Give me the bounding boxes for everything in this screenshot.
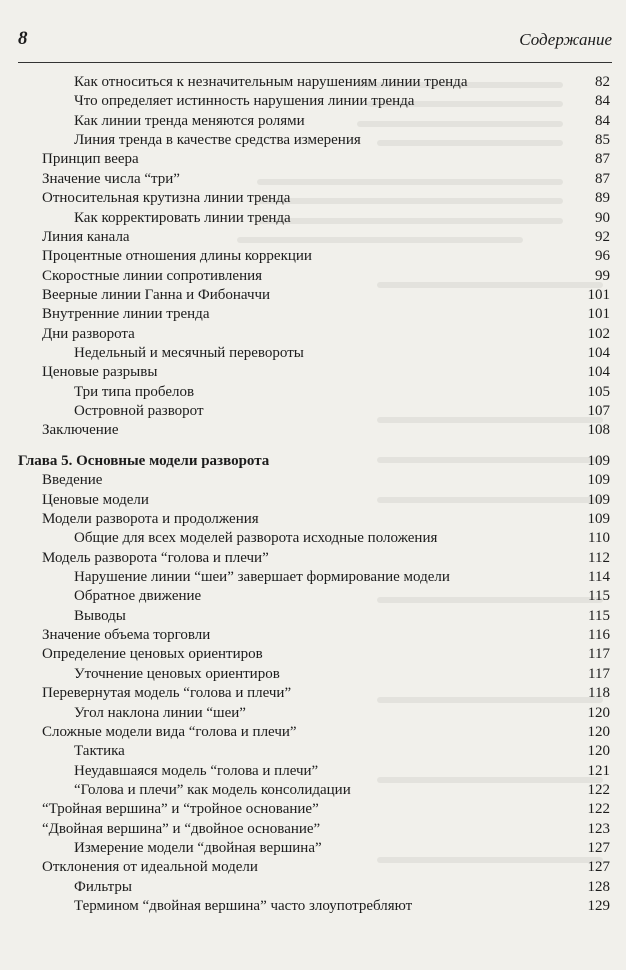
toc-entry-title: Отклонения от идеальной модели: [42, 859, 258, 876]
toc-entry-title: Относительная крутизна линии тренда: [42, 190, 291, 207]
toc-entry-title: Недельный и месячный перевороты: [74, 345, 304, 362]
toc-entry-page: 112: [588, 549, 610, 566]
toc-chapter-heading[interactable]: [18, 452, 614, 471]
toc-entry[interactable]: [18, 626, 614, 645]
toc-entry-page: 104: [587, 345, 610, 362]
toc-entry-title: Веерные линии Ганна и Фибоначчи: [42, 286, 271, 303]
toc-entry[interactable]: [18, 820, 614, 839]
toc-entry-title: Линия тренда в качестве средства измерения: [74, 132, 361, 149]
toc-entry[interactable]: [18, 112, 614, 131]
toc-entry[interactable]: [18, 131, 614, 150]
toc-entry-page: 99: [595, 267, 610, 284]
toc-entry-page: 120: [587, 704, 610, 721]
toc-entry-title: Угол наклона линии “шеи”: [74, 704, 246, 721]
toc-entry-page: 109: [587, 491, 610, 508]
toc-entry[interactable]: [18, 383, 614, 402]
toc-entry-page: 105: [587, 383, 610, 400]
toc-entry-title: Как корректировать линии тренда: [74, 209, 291, 226]
toc-entry-title: Термином “двойная вершина” часто злоупотребляют: [74, 898, 413, 915]
toc-entry[interactable]: [18, 491, 614, 510]
toc-entry[interactable]: [18, 92, 614, 111]
toc-entry-title: Сложные модели вида “голова и плечи”: [42, 723, 297, 740]
toc-entry[interactable]: [18, 800, 614, 819]
toc-entry[interactable]: [18, 897, 614, 916]
toc-entry-title: Значение объема торговли: [42, 627, 211, 644]
table-of-contents: [18, 73, 614, 916]
section-title: Содержание: [519, 30, 612, 49]
toc-entry[interactable]: [18, 742, 614, 761]
toc-entry[interactable]: [18, 549, 614, 568]
toc-entry[interactable]: [18, 325, 614, 344]
toc-entry[interactable]: [18, 267, 614, 286]
toc-entry[interactable]: [18, 781, 614, 800]
toc-entry-title: Ценовые модели: [42, 491, 149, 508]
toc-entry[interactable]: [18, 344, 614, 363]
chapter-title: Глава 5. Основные модели разворота: [18, 452, 270, 469]
toc-entry[interactable]: [18, 704, 614, 723]
header-rule: [18, 62, 612, 63]
toc-entry-title: Как относиться к незначительным нарушениям линии тренда: [74, 74, 468, 90]
toc-entry-page: 114: [588, 568, 610, 585]
toc-entry[interactable]: [18, 529, 614, 548]
chapter-spacer: [18, 441, 614, 452]
toc-entry-page: 129: [587, 898, 610, 915]
toc-entry-page: 107: [587, 403, 610, 420]
toc-entry-title: Определение ценовых ориентиров: [42, 646, 263, 663]
toc-entry-page: 120: [587, 723, 610, 740]
toc-entry-title: Общие для всех моделей разворота исходные положения: [74, 530, 438, 547]
toc-entry-page: 101: [587, 306, 610, 323]
toc-entry-title: Процентные отношения длины коррекции: [42, 248, 312, 265]
toc-entry[interactable]: [18, 839, 614, 858]
toc-entry-page: 117: [588, 646, 610, 663]
toc-entry-title: Заключение: [42, 422, 119, 439]
toc-entry[interactable]: [18, 645, 614, 664]
toc-entry-page: 92: [595, 228, 610, 245]
toc-entry-title: Внутренние линии тренда: [42, 306, 210, 323]
toc-entry[interactable]: [18, 209, 614, 228]
toc-entry[interactable]: [18, 305, 614, 324]
toc-entry-page: 122: [587, 801, 610, 818]
toc-entry-page: 90: [595, 209, 610, 226]
toc-entry-page: 127: [587, 840, 610, 857]
toc-entry-page: 128: [587, 878, 610, 895]
toc-entry-page: 121: [587, 762, 610, 779]
toc-entry-title: Уточнение ценовых ориентиров: [74, 665, 280, 682]
toc-entry-page: 109: [587, 472, 610, 489]
toc-entry[interactable]: [18, 286, 614, 305]
toc-entry-title: Модель разворота “голова и плечи”: [42, 549, 269, 566]
toc-entry[interactable]: [18, 510, 614, 529]
toc-entry[interactable]: [18, 73, 614, 92]
toc-entry-title: Обратное движение: [74, 588, 202, 605]
toc-entry[interactable]: [18, 568, 614, 587]
toc-entry[interactable]: [18, 607, 614, 626]
toc-entry-title: Измерение модели “двойная вершина”: [74, 840, 322, 857]
toc-entry-title: “Двойная вершина” и “двойное основание”: [42, 820, 321, 837]
toc-entry-page: 117: [588, 665, 610, 682]
toc-entry-title: Три типа пробелов: [74, 383, 195, 400]
toc-entry[interactable]: [18, 762, 614, 781]
toc-entry-title: “Тройная вершина” и “тройное основание”: [42, 801, 319, 818]
toc-entry-page: 109: [587, 510, 610, 527]
toc-entry-page: 122: [587, 781, 610, 798]
toc-entry-title: Линия канала: [42, 228, 130, 245]
toc-entry[interactable]: [18, 150, 614, 169]
toc-entry[interactable]: [18, 247, 614, 266]
toc-entry-page: 108: [587, 422, 610, 439]
toc-entry-page: 96: [595, 248, 610, 265]
toc-entry-title: Островной разворот: [74, 403, 204, 420]
toc-entry-title: Перевернутая модель “голова и плечи”: [42, 685, 292, 702]
toc-entry-page: 87: [595, 170, 610, 187]
toc-entry-page: 101: [587, 286, 610, 303]
toc-entry-page: 104: [587, 364, 610, 381]
toc-entry-title: Модели разворота и продолжения: [42, 510, 259, 527]
toc-entry-page: 102: [587, 325, 610, 342]
toc-entry-title: Значение числа “три”: [42, 170, 180, 187]
toc-entry[interactable]: [18, 858, 614, 877]
toc-entry[interactable]: [18, 402, 614, 421]
toc-entry-page: 118: [588, 685, 610, 702]
toc-entry-page: 87: [595, 151, 610, 168]
toc-entry-page: 84: [595, 93, 610, 110]
toc-entry-page: 84: [595, 112, 610, 129]
toc-entry-title: Как линии тренда меняются ролями: [74, 112, 305, 129]
toc-entry-title: Выводы: [74, 607, 126, 624]
toc-entry-title: Дни разворота: [42, 325, 135, 342]
toc-entry[interactable]: [18, 363, 614, 382]
toc-entry-page: 85: [595, 132, 610, 149]
toc-entry-page: 115: [588, 607, 610, 624]
toc-entry[interactable]: [18, 878, 614, 897]
toc-entry[interactable]: [18, 587, 614, 606]
toc-entry-title: Фильтры: [74, 878, 132, 895]
toc-entry[interactable]: [18, 684, 614, 703]
toc-entry-page: 82: [595, 74, 610, 90]
page-header: [18, 28, 612, 58]
toc-entry-title: Скоростные линии сопротивления: [42, 267, 263, 284]
toc-entry-title: “Голова и плечи” как модель консолидации: [74, 781, 351, 798]
toc-entry-page: 115: [588, 588, 610, 605]
chapter-page: 109: [587, 452, 610, 469]
toc-entry-page: 110: [588, 530, 610, 547]
toc-entry-title: Ценовые разрывы: [42, 364, 158, 381]
page-number: 8: [18, 28, 28, 49]
toc-entry[interactable]: [18, 170, 614, 189]
toc-entry[interactable]: [18, 189, 614, 208]
toc-entry-title: Нарушение линии “шеи” завершает формирование модели: [74, 568, 450, 585]
toc-entry-page: 120: [587, 743, 610, 760]
toc-entry-title: Неудавшаяся модель “голова и плечи”: [74, 762, 319, 779]
toc-entry-title: Тактика: [74, 743, 125, 760]
toc-entry[interactable]: [18, 665, 614, 684]
toc-entry-page: 116: [588, 627, 610, 644]
toc-entry-page: 123: [587, 820, 610, 837]
toc-entry-title: Принцип веера: [42, 151, 139, 168]
toc-entry-page: 89: [595, 190, 610, 207]
toc-entry-page: 127: [587, 859, 610, 876]
toc-entry-title: Введение: [42, 472, 103, 489]
toc-entry-title: Что определяет истинность нарушения линии тренда: [74, 93, 415, 110]
toc-entry[interactable]: [18, 471, 614, 490]
toc-entry[interactable]: [18, 723, 614, 742]
toc-entry[interactable]: [18, 421, 614, 440]
toc-entry[interactable]: [18, 228, 614, 247]
